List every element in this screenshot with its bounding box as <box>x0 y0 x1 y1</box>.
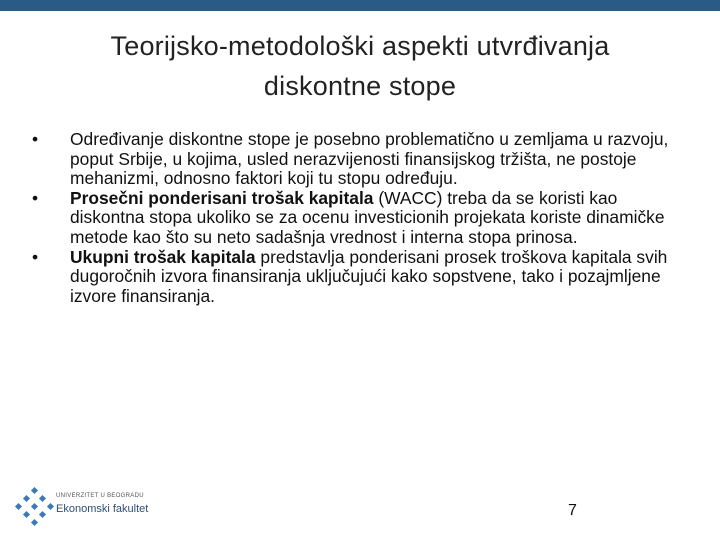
slide-title-line-2: diskontne stope <box>263 71 457 101</box>
bullet-text: Određivanje diskontne stope je posebno problematično u zemljama u razvoju, poput Srbije, u kojima, usled nerazvijenosti finansijskog tržišta, ne postoje mehanizmi, odnosno faktori koji tu stopu određuju. <box>70 129 669 189</box>
bullet-item <box>26 248 686 307</box>
top-accent-bar <box>0 0 720 11</box>
bullet-dot: • <box>31 187 39 208</box>
bullet-bold-term: Prosečni ponderisani trošak kapitala <box>70 187 374 208</box>
slide-title <box>0 26 720 106</box>
slide-title-line-1: Teorijsko-metodološki aspekti utvrđivanja <box>110 31 610 61</box>
logo-faculty-name: Ekonomski fakultet <box>56 503 149 515</box>
bullet-dot: • <box>31 129 39 149</box>
bullet-bold-term: Ukupni trošak kapitala <box>70 246 256 267</box>
logo-university-label: UNIVERZITET U BEOGRADU <box>56 493 144 499</box>
bullet-item <box>26 130 686 189</box>
bullet-list <box>26 130 686 306</box>
bullet-item <box>26 189 686 248</box>
dots-logo-icon <box>14 486 58 530</box>
bullet-text: predstavlja ponderisani prosek troškova kapitala svih dugoročnih izvora finansiranja uključujući kako sopstvene, tako i pozajmljene izvore finansiranja. <box>70 246 668 306</box>
page-number: 7 <box>568 502 577 519</box>
bullet-text: (WACC) treba da se koristi kao diskontna stopa ukoliko se za ocenu investicionih projekata koriste dinamičke metode kao što su neto sadašnja vrednost i interna stopa prinosa. <box>70 187 665 247</box>
bullet-dot: • <box>31 246 39 267</box>
